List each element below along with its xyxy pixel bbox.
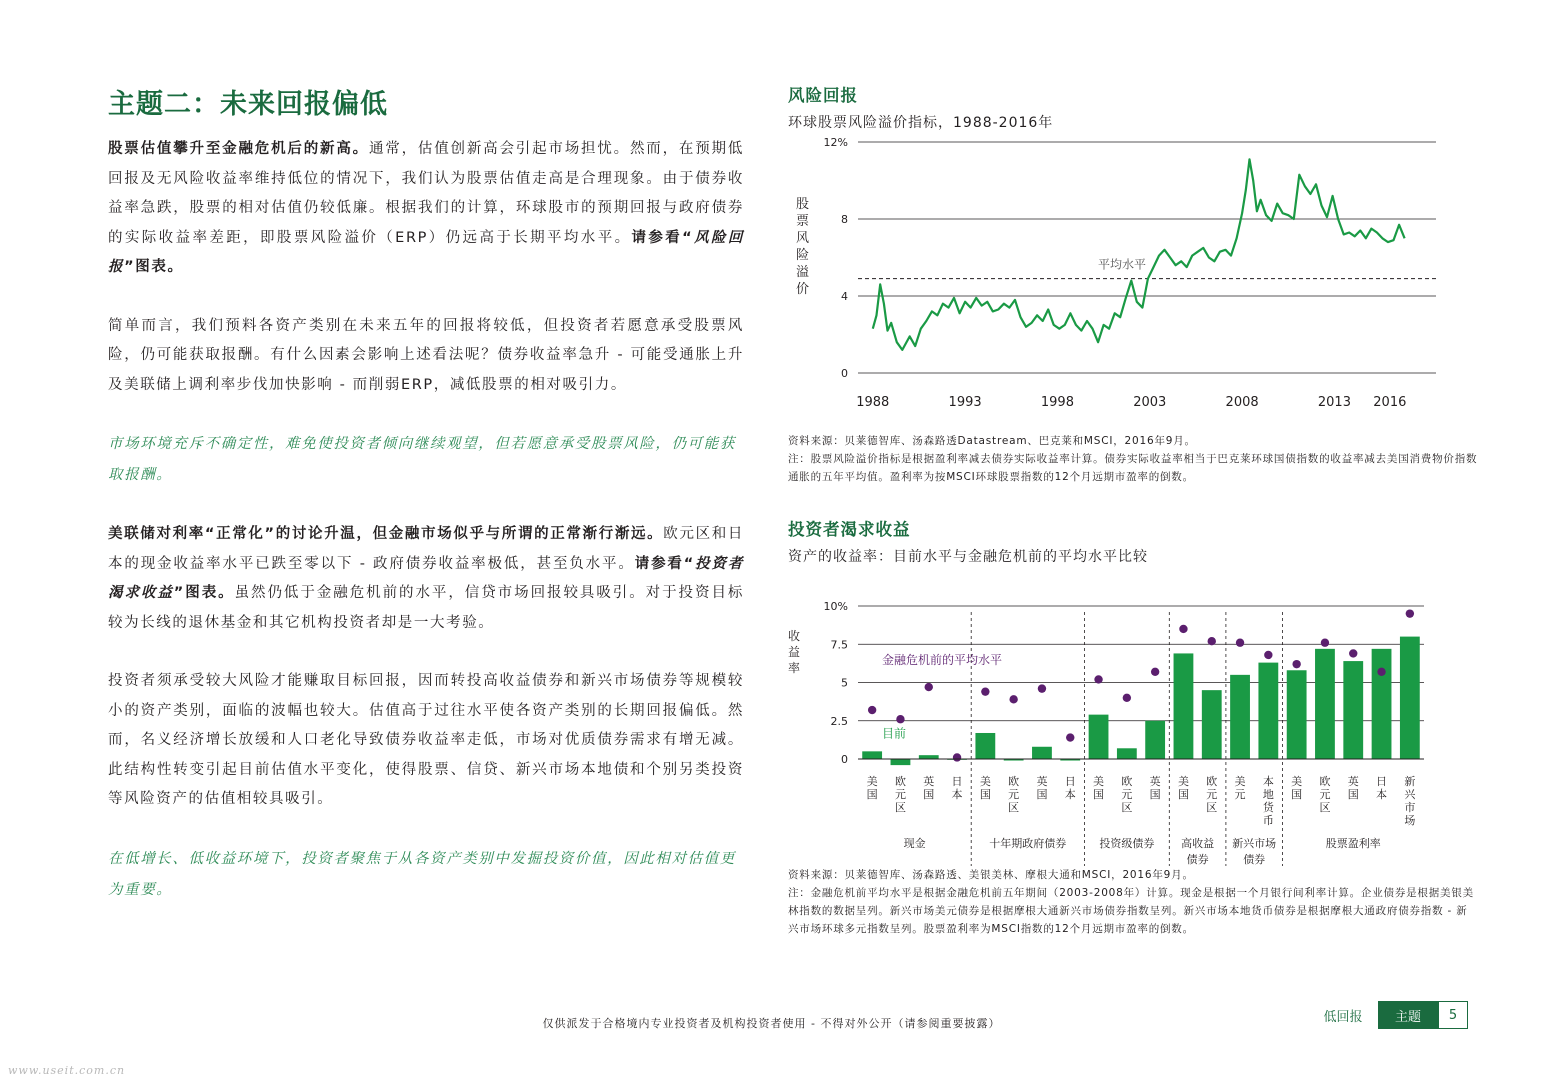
category-label-char: 币 [1262,814,1274,827]
category-label-char: 日 [951,775,963,788]
category-label-char: 国 [1177,788,1189,801]
y-axis-label-char: 股 [796,197,810,212]
category-label-char: 区 [894,801,906,814]
left-column [108,82,744,935]
footer-disclaimer: 仅供派发于合格境内专业投资者及机构投资者使用 - 不得对外公开（请参阅重要披露） [542,1017,1001,1030]
y-tick-label: 12% [823,136,848,149]
nav-low-return-link[interactable]: 低回报 [1323,1009,1363,1025]
current-yield-bar [1089,715,1109,759]
pre-crisis-average-dot [1377,668,1385,676]
chart2-section-title: 投资者渴求收益 [788,520,911,539]
category-label-char: 区 [1319,801,1331,814]
category-label-char: 元 [1319,788,1331,801]
chart1-note: 注：股票风险溢价指标是根据盈利率减去债券实际收益率计算。债券实际收益率相当于巴克莱环球国债指数的收益率减去美国消费物价指数通胀的五年平均值。盈利率为按MSCI环球股票指数的12个月远期市盈率的倒数。 [788,453,1478,483]
category-label-char: 本 [1262,775,1274,788]
chart1-section-title: 风险回报 [788,86,858,105]
chart1-source: 资料来源：贝莱德智库、汤森路透Datastream、巴克莱和MSCI，2016年9月。 [788,435,1196,447]
y-axis-label-char: 风 [796,231,810,246]
page-number: 5 [1438,1001,1468,1029]
pre-crisis-average-dot [1151,668,1159,676]
category-label-char: 欧 [894,775,906,788]
pre-crisis-average-dot [1009,695,1017,703]
right-column [788,82,1478,938]
chart2-subtitle: 资产的收益率：目前水平与金融危机前的平均水平比较 [788,549,1148,565]
category-label-char: 场 [1404,814,1416,827]
group-label: 高收益 [1181,837,1215,850]
category-label-char: 英 [1149,775,1161,788]
pull-quote-2: 在低增长、低收益环境下，投资者聚焦于从各资产类别中发掘投资价值，因此相对估值更为重要。 [108,850,736,898]
category-label-char: 欧 [1121,775,1133,788]
category-label-char: 地 [1262,788,1274,801]
paragraph-2: 简单而言，我们预料各资产类别在未来五年的回报将较低，但投资者若愿意承受股票风险，仍可能获取报酬。有什么因素会影响上述看法呢？债券收益率急升 - 可能受通胀上升及美联储上调利率步伐加快影响 - 而削弱ERP，减低股票的相对吸引力。 [108,317,744,393]
category-label-char: 美 [866,775,878,788]
category-label-char: 国 [1291,788,1303,801]
average-label: 平均水平 [1098,257,1147,272]
current-yield-bar [1400,637,1420,759]
chart2-source: 资料来源：贝莱德智库、汤森路透、美银美林、摩根大通和MSCI，2016年9月。 [788,869,1194,881]
category-label-char: 兴 [1404,788,1416,801]
pre-crisis-average-dot [1123,694,1131,702]
category-label-char: 区 [1121,801,1133,814]
category-label-char: 新 [1404,775,1416,788]
paragraph-3-ref-pre: 请参看“ [634,555,695,572]
paragraph-3 [108,520,744,638]
pre-crisis-average-dot [1179,625,1187,633]
category-label-char: 元 [1206,788,1218,801]
category-label-char: 美 [979,775,991,788]
pre-crisis-average-dot [1208,637,1216,645]
current-yield-bar [1258,663,1278,759]
x-tick-label: 1988 [856,395,890,410]
y-axis-label-char: 票 [796,214,810,229]
category-label-char: 美 [1093,775,1105,788]
pre-crisis-average-dot [1264,651,1272,659]
pre-crisis-average-dot [1321,639,1329,647]
category-label-char: 本 [951,788,963,801]
category-label-char: 区 [1008,801,1020,814]
paragraph-3-body: 欧元区和日本的现金收益率水平已跌至零以下 - 政府债券收益率极低，甚至负水平。 [108,526,744,572]
paragraph-3-ref-link[interactable]: 投资者渴求收益 [108,555,744,601]
y-tick-label: 5 [841,676,848,690]
category-label-char: 日 [1376,775,1388,788]
group-label: 债券 [1186,853,1209,866]
x-tick-label: 2008 [1225,395,1259,410]
y-axis-label-char: 率 [788,661,801,675]
y-tick-label: 2.5 [830,714,848,728]
group-label: 十年期政府债券 [989,837,1067,850]
pre-crisis-average-dot [1236,639,1244,647]
category-label-char: 货 [1262,801,1274,814]
category-label-char: 欧 [1206,775,1218,788]
y-tick-label: 10% [823,600,848,613]
legend-pre-crisis: 金融危机前的平均水平 [882,653,1003,668]
chart1-subtitle: 环球股票风险溢价指标，1988-2016年 [788,115,1054,131]
category-label-char: 国 [866,788,878,801]
paragraph-3-ref-post: ”图表。 [173,585,235,601]
current-yield-bar [1117,748,1137,759]
category-label-char: 国 [1149,788,1161,801]
pre-crisis-average-dot [1094,675,1102,683]
page-title: 主题二：未来回报偏低 [108,89,388,120]
group-label: 新兴市场 [1232,837,1277,850]
x-tick-label: 2016 [1373,395,1407,410]
paragraph-1-ref-pre: 请参看“ [631,229,694,246]
category-label-char: 国 [1093,788,1105,801]
current-yield-bar [1287,670,1307,759]
pre-crisis-average-dot [1038,684,1046,692]
paragraph-1-ref-link[interactable]: 风险回报 [108,229,744,275]
current-yield-bar [919,755,939,759]
y-axis-label-char: 益 [788,645,801,659]
current-yield-bar [1230,675,1250,759]
pre-crisis-average-dot [1349,649,1357,657]
group-label: 现金 [903,837,926,850]
paragraph-1-body: 通常，估值创新高会引起市场担忧。然而，在预期低回报及无风险收益率维持低位的情况下，我们认为股票估值走高是合理现象。由于债券收益率急跌，股票的相对估值仍较低廉。根据我们的计算，环球股市的预期回报与政府债券的实际收益率差距，即股票风险溢价（ERP）仍远高于长期平均水平。 [108,141,744,246]
current-yield-bar [1343,661,1363,759]
category-label-char: 元 [894,788,906,801]
current-yield-bar [975,733,995,759]
category-label-char: 美 [1291,775,1303,788]
erp-series-line [873,159,1405,350]
current-yield-bar [891,759,911,765]
category-label-char: 区 [1206,801,1218,814]
paragraph-3-body-2: 虽然仍低于金融危机前的水平，信贷市场回报较具吸引。对于投资目标较为长线的退休基金和其它机构投资者却是一大考验。 [108,585,744,631]
current-yield-bar [1174,653,1194,759]
pre-crisis-average-dot [1292,660,1300,668]
y-axis-label-char: 价 [796,282,810,297]
pre-crisis-average-dot [868,706,876,714]
category-label-char: 美 [1177,775,1189,788]
current-yield-bar [1032,747,1052,759]
y-tick-label: 8 [841,213,848,226]
category-label-char: 国 [1036,788,1048,801]
current-yield-bar [862,751,882,759]
y-tick-label: 0 [841,367,848,380]
paragraph-1-lead: 股票估值攀升至金融危机后的新高。 [108,141,369,157]
group-label: 股票盈利率 [1325,837,1381,850]
pre-crisis-average-dot [925,683,933,691]
x-tick-label: 2003 [1133,395,1167,410]
category-label-char: 国 [923,788,935,801]
paragraph-1 [108,135,744,283]
category-label-char: 英 [923,775,935,788]
x-tick-label: 1993 [948,395,982,410]
category-label-char: 英 [1036,775,1048,788]
y-axis-label-char: 溢 [796,265,810,280]
pre-crisis-average-dot [953,753,961,761]
y-tick-label: 0 [841,753,848,766]
y-tick-label: 7.5 [830,638,848,652]
category-label-char: 本 [1064,788,1076,801]
y-axis-label-char: 险 [796,248,810,263]
category-label-char: 国 [1347,788,1359,801]
current-yield-bar [1202,690,1222,759]
category-label-char: 欧 [1319,775,1331,788]
watermark: www.useit.com.cn [8,1064,126,1077]
category-label-char: 英 [1347,775,1359,788]
x-tick-label: 2013 [1317,395,1351,410]
pre-crisis-average-dot [896,715,904,723]
paragraph-4: 投资者须承受较大风险才能赚取目标回报，因而转投高收益债券和新兴市场债券等规模较小的资产类别，面临的波幅也较大。估值高于过往水平使各资产类别的长期回报偏低。然而，名义经济增长放缓和人口老化导致债券收益率走低，市场对优质债券需求有增无减。此结构性转变引起目前估值水平变化，使得股票、信贷、新兴市场本地债和个别另类投资等风险资产的估值相较具吸引。 [108,673,744,807]
category-label-char: 美 [1234,775,1246,788]
category-label-char: 市 [1404,801,1416,814]
pre-crisis-average-dot [1066,733,1074,741]
current-yield-bar [1315,649,1335,759]
chart2-note: 注：金融危机前平均水平是根据金融危机前五年期间（2003-2008年）计算。现金是根据一个月银行间利率计算。企业债券是根据美银美林指数的数据呈列。新兴市场美元债券是根据摩根大通新兴市场债券指数呈列。新兴市场本地货币债券是根据摩根大通政府债券指数 - 新兴市场环球多元指数呈列。股票盈利率为MSCI指数的12个月远期市盈率的倒数。 [788,887,1474,935]
legend-current: 目前 [882,726,907,741]
pre-crisis-average-dot [981,687,989,695]
y-tick-label: 4 [841,290,848,303]
category-label-char: 日 [1064,775,1076,788]
paragraph-3-lead: 美联储对利率“正常化”的讨论升温，但金融市场似乎与所谓的正常渐行渐远。 [108,526,664,542]
nav-theme-link[interactable]: 主题 [1378,1001,1438,1029]
current-yield-bar [1372,649,1392,759]
group-label: 投资级债券 [1099,837,1155,850]
x-tick-label: 1998 [1040,395,1074,410]
category-label-char: 国 [979,788,991,801]
y-axis-label-char: 收 [788,629,801,643]
erp-line-chart [788,132,1468,432]
current-yield-bar [1145,721,1165,759]
paragraph-1-ref-post: ”图表。 [124,259,184,275]
group-label: 债券 [1243,853,1266,866]
pre-crisis-average-dot [1406,609,1414,617]
pull-quote-1: 市场环境充斥不确定性，难免使投资者倾向继续观望，但若愿意承受股票风险，仍可能获取报酬。 [108,436,736,483]
category-label-char: 欧 [1008,775,1020,788]
category-label-char: 元 [1121,788,1133,801]
footer-nav [1308,1001,1468,1029]
category-label-char: 元 [1008,788,1020,801]
category-label-char: 本 [1376,788,1388,801]
category-label-char: 元 [1234,788,1246,801]
yield-bar-chart [788,566,1478,866]
